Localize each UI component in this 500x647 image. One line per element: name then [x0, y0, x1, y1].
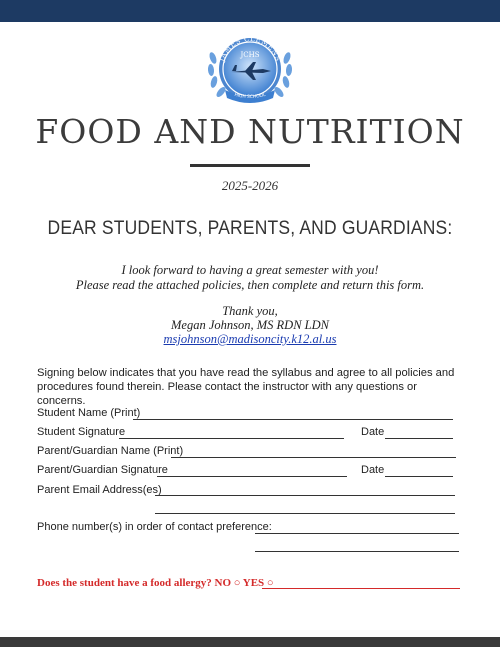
phone-line-2[interactable]	[255, 551, 459, 552]
signoff-block	[0, 304, 500, 346]
phone-label: Phone number(s) in order of contact preference:	[37, 521, 272, 533]
date-label-1: Date	[361, 426, 385, 438]
student-signature-line[interactable]	[119, 438, 344, 439]
school-year: 2025-2026	[221, 178, 279, 193]
food-allergy-question: Does the student have a food allergy? NO ○ YES ○	[37, 577, 274, 589]
intro-line-2: Please read the attached policies, then complete and return this form.	[75, 278, 425, 292]
parent-signature-label: Parent/Guardian Signature	[37, 464, 168, 476]
teacher-name: Megan Johnson, MS RDN LDN	[171, 318, 329, 332]
intro-message	[0, 263, 500, 293]
agreement-paragraph: Signing below indicates that you have read the syllabus and agree to all policies and procedures found therein. Please contact the instructor with any questions or concerns.	[37, 367, 455, 407]
teacher-email-link[interactable]: msjohnson@madisoncity.k12.al.us	[163, 332, 337, 346]
student-name-label: Student Name (Print)	[37, 407, 141, 419]
top-banner-bar	[0, 0, 500, 22]
logo-ring-text: JAMES CLEMENS	[217, 34, 283, 63]
bottom-footer-bar	[0, 637, 500, 647]
logo-monogram: JCHS	[240, 51, 260, 59]
greeting-heading: DEAR STUDENTS, PARENTS, AND GUARDIANS:	[47, 218, 453, 239]
parent-date-line[interactable]	[385, 476, 453, 477]
parent-name-line[interactable]	[171, 457, 456, 458]
parent-email-line-2[interactable]	[155, 513, 455, 514]
allergy-detail-line[interactable]	[262, 588, 460, 589]
phone-line-1[interactable]	[255, 533, 459, 534]
student-date-line[interactable]	[385, 438, 453, 439]
page-title: FOOD AND NUTRITION	[35, 112, 465, 151]
date-label-2: Date	[361, 464, 385, 476]
student-signature-label: Student Signature	[37, 426, 126, 438]
parent-name-label: Parent/Guardian Name (Print)	[37, 445, 184, 457]
parent-email-label: Parent Email Address(es)	[37, 484, 162, 496]
parent-email-line-1[interactable]	[155, 495, 455, 496]
student-name-line[interactable]	[133, 419, 453, 420]
title-divider	[190, 164, 310, 167]
intro-line-1: I look forward to having a great semester with you!	[121, 263, 379, 277]
logo-ribbon-text: HIGH SCHOOL	[233, 92, 267, 101]
parent-signature-line[interactable]	[157, 476, 347, 477]
school-logo	[201, 28, 299, 110]
thanks-text: Thank you,	[222, 304, 278, 318]
